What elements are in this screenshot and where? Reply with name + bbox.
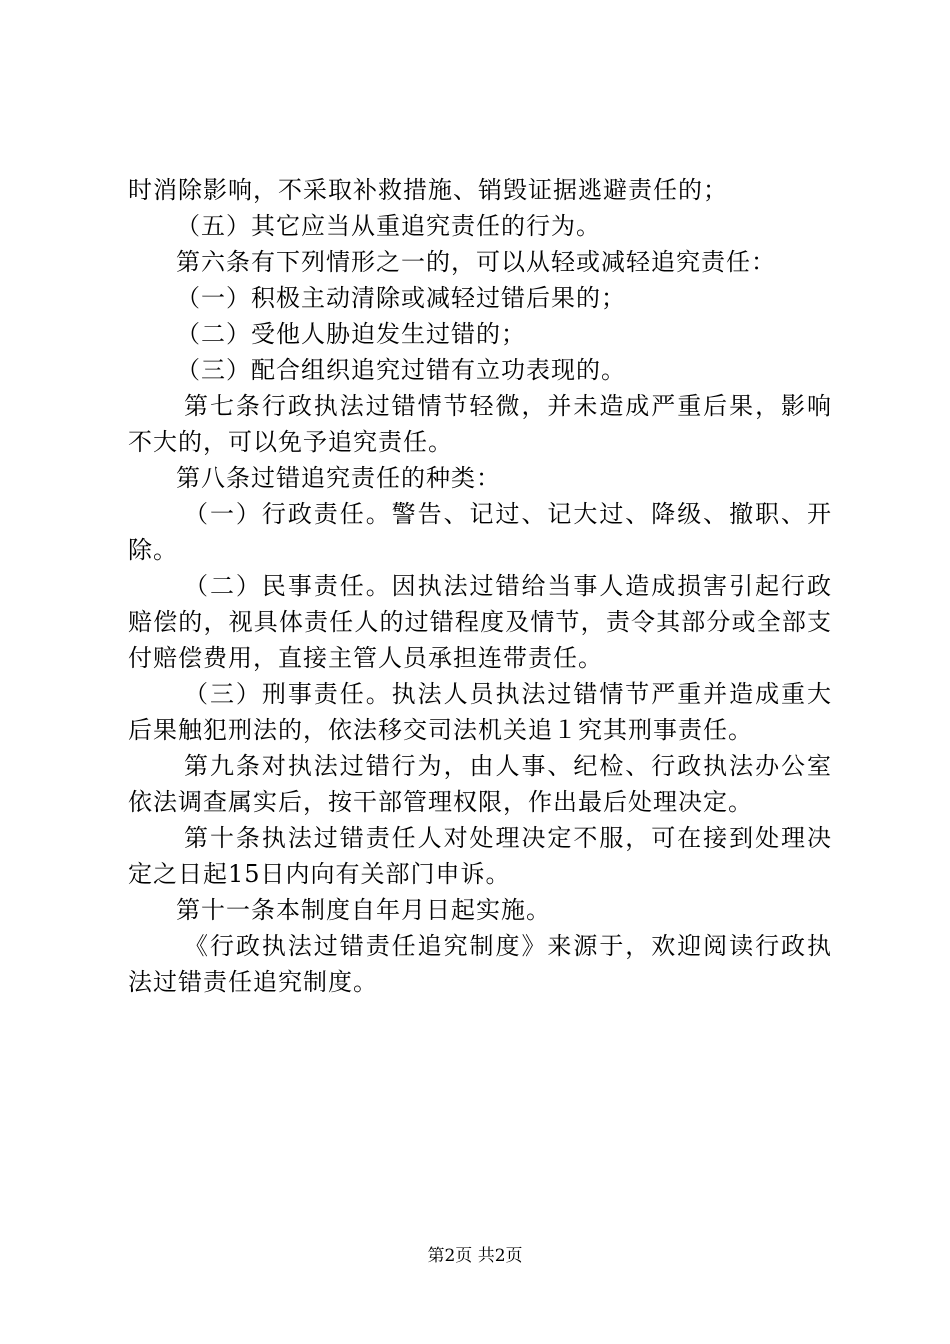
paragraph-10: （二）民事责任。因执法过错给当事人造成损害引起行政赔偿的，视具体责任人的过错程度及情节，责令其部分或全部支付赔偿费用，直接主管人员承担连带责任。 bbox=[128, 572, 832, 672]
paragraph-14: 第十一条本制度自年月日起实施。 bbox=[176, 896, 551, 924]
paragraph-11: （三）刑事责任。执法人员执法过错情节严重并造成重大后果触犯刑法的，依法移交司法机关追１究其刑事责任。 bbox=[128, 680, 832, 744]
paragraph-8: 第八条过错追究责任的种类： bbox=[176, 464, 501, 492]
paragraph-1: 时消除影响，不采取补救措施、销毁证据逃避责任的； bbox=[128, 176, 728, 204]
paragraph-15: 《行政执法过错责任追究制度》来源于，欢迎阅读行政执法过错责任追究制度。 bbox=[128, 932, 832, 996]
page-number-label: 第2页 共2页 bbox=[427, 1246, 523, 1266]
paragraph-7: 第七条行政执法过错情节轻微，并未造成严重后果，影响不大的，可以免予追究责任。 bbox=[128, 392, 832, 456]
paragraph-3: 第六条有下列情形之一的，可以从轻或减轻追究责任： bbox=[176, 248, 776, 276]
paragraph-13: 第十条执法过错责任人对处理决定不服，可在接到处理决定之日起15日内向有关部门申诉。 bbox=[128, 824, 832, 888]
paragraph-9: （一）行政责任。警告、记过、记大过、降级、撤职、开除。 bbox=[128, 500, 832, 564]
paragraph-2: （五）其它应当从重追究责任的行为。 bbox=[176, 212, 601, 240]
paragraph-12: 第九条对执法过错行为，由人事、纪检、行政执法办公室依法调查属实后，按干部管理权限，作出最后处理决定。 bbox=[128, 752, 832, 816]
page-footer bbox=[0, 1244, 950, 1268]
paragraph-6: （三）配合组织追究过错有立功表现的。 bbox=[176, 356, 626, 384]
paragraph-4: （一）积极主动清除或减轻过错后果的； bbox=[176, 284, 626, 312]
document-body bbox=[128, 172, 832, 1000]
paragraph-5: （二）受他人胁迫发生过错的； bbox=[176, 320, 526, 348]
